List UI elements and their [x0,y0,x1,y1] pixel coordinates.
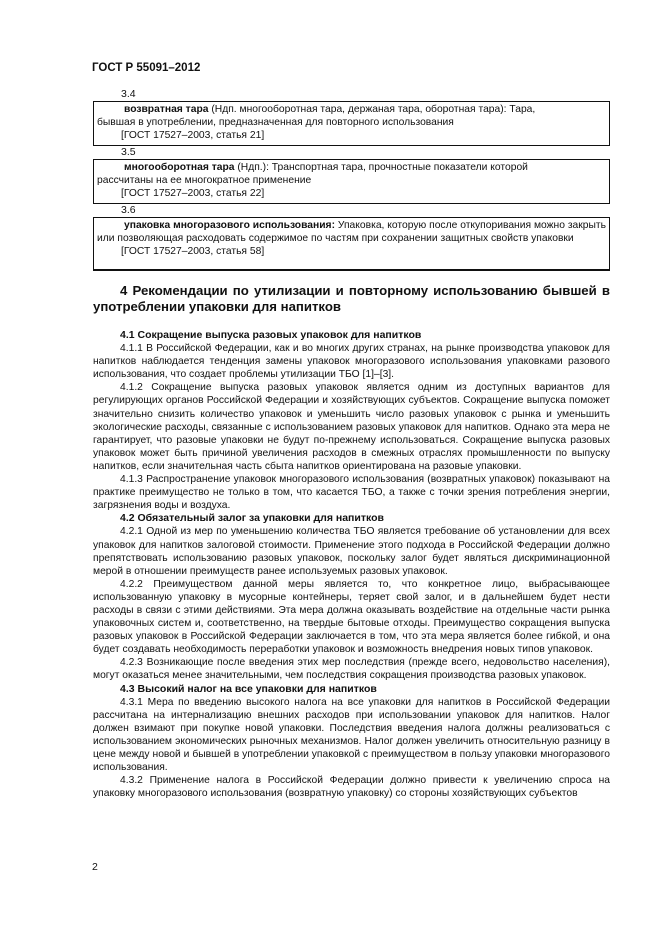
term-text: (Ндп. многооборотная тара, держаная тара, оборотная тара): Тара, [208,104,536,115]
term-number: 3.6 [121,204,136,216]
paragraph: 4.3.1 Мера по введению высокого налога на все упаковки для напитков в Российской Федерации рассчитана на интернализацию внешних расходов при использовании упаковок для напитков. Налог должен взимают при покупке новой упаковки. Последствия введения налога должны реализоваться с использованием экономических рыночных механизмов. Налог должен увеличить относительную разницу в цене между новой и бывшей в употреблении упаковкой с преимуществом в пользу упаковки многоразового использования. [93,696,610,774]
term-name: многооборотная тара [124,162,235,173]
subsection-heading: 4.1 Сокращение выпуска разовых упаковок для напитков [120,329,422,341]
term-definition-box [93,217,610,271]
term-reference: [ГОСТ 17527–2003, статья 22] [121,188,265,199]
section-content [93,283,610,800]
term-reference: [ГОСТ 17527–2003, статья 58] [121,246,265,257]
term-definition-box [93,159,610,204]
document-code: ГОСТ Р 55091–2012 [92,62,201,74]
paragraph: 4.2.3 Возникающие после введения этих мер последствия (прежде всего, недовольство населения), могут оказаться менее значительными, чем последствия сокращения производства разовых упаковок. [93,657,610,682]
term-number: 3.5 [121,146,136,158]
paragraph: 4.2.2 Преимуществом данной меры является то, что конкретное лицо, выбрасывающее использованную упаковку в мусорные контейнеры, теряет свой залог, и в дальнейшем будет нести расходы в связи с этими действиями. Эта мера должна оказывать воздействие на отдельные части рынка упаковочных систем и, соответственно, на твердые бытовые отходы. Преимущество сокращения выпуска разовых упаковок в Российской Федерации заключается в том, что эта мера является более гибкой, и она будет создавать необходимость переработки упаковок и возможность внедрения новых типов упаковок. [93,578,610,656]
term-definition-box [93,101,610,146]
paragraph: 4.2.1 Одной из мер по уменьшению количества ТБО является требование об установлении для всех упаковок для напитков залоговой стоимости. Применение этого подхода в Российской Федерации должно препятствовать использованию разовых упаковок, поскольку залог будет являться дискриминационной мерой в отношении преимуществ ранее используемых разовых упаковок. [93,526,610,577]
term-name: возвратная тара [124,104,209,115]
term-number: 3.4 [121,88,136,100]
term-text: (Ндп.): Транспортная тара, прочностные показатели которой [234,162,528,173]
paragraph: 4.3.2 Применение налога в Российской Федерации должно привести к увеличению спроса на упаковку многоразового использования (возвратную упаковку) со стороны хозяйствующих субъектов [93,775,610,800]
term-name: упаковка многоразового использования: [124,220,335,231]
subsection-heading: 4.2 Обязательный залог за упаковки для напитков [120,512,384,525]
paragraph: 4.1.2 Сокращение выпуска разовых упаковок является одним из доступных вариантов для регулирующих органов Российской Федерации и хозяйствующих субъектов. Сокращение выпуска поможет значительно снизить количество упаковок и уменьшить число разовых упаковок с рынка и уменьшить экологические расходы, связанные с использованием разовых упаковок для напитков. Однако эта мера не гарантирует, что разовые упаковки не будут по-прежнему использоваться. Сокращение выпуска разовых упаковок может быть причиной увеличения расходов в смежных отраслях промышленности по выпуску напитков, если значительная часть сбыта напитков ориентирована на разовые упаковки. [93,382,610,472]
subsection-heading: 4.3 Высокий налог на все упаковки для напитков [120,682,377,695]
term-text-cont: рассчитаны на ее многократное применение [97,175,312,186]
term-text-cont: бывшая в употреблении, предназначенная для повторного использования [97,117,454,128]
term-reference: [ГОСТ 17527–2003, статья 21] [121,130,265,141]
page-number: 2 [92,861,98,873]
paragraph: 4.1.3 Распространение упаковок многоразового использования (возвратных упаковок) показывают на практике преимущество не только в том, что касается ТБО, а также с точки зрения потребления энергии, загрязнения воды и воздуха. [93,474,610,512]
term-text: Упаковка, которую после откупоривания можно закрыть или позволяющая расходовать содержимое по частям при сохранении защитных свойств упаковки [97,220,606,244]
paragraph: 4.1.1 В Российской Федерации, как и во многих других странах, на рынке производства упаковок для напитков наблюдается тенденция замены упаковок многоразового использования упаковками разового использования, что создает проблемы утилизации ТБО [1]–[3]. [93,343,610,381]
section-heading: 4 Рекомендации по утилизации и повторному использованию бывшей в употреблении упаковки для напитков [93,283,610,314]
